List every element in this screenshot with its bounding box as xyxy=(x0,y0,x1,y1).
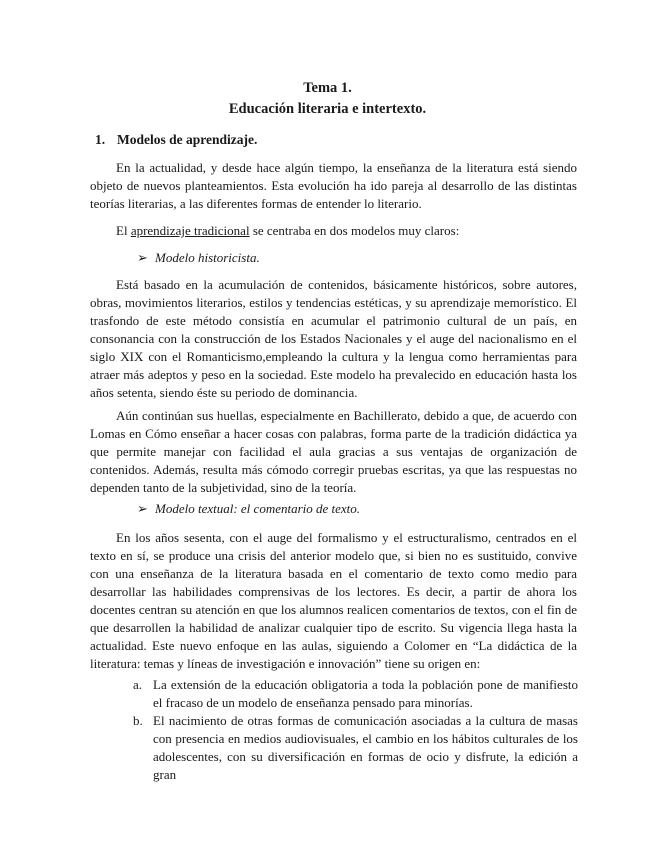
arrow-bullet-icon: ➢ xyxy=(137,250,148,265)
list-item-letter: a. xyxy=(133,677,143,692)
list-item xyxy=(133,712,578,784)
bullet2-text: Modelo textual: el comentario de texto. xyxy=(155,501,361,516)
paragraph-aprendizaje xyxy=(90,222,577,240)
paragraph-huellas: Aún continúan sus huellas, especialmente en Bachillerato, debido a que, de acuerdo con Lomas en Cómo enseñar a hacer cosas con palabras, forma parte de la tradición didáctica ya que permite manejar con facilidad el aula gracias a sus ventajas de organización de contenidos. Además, resulta más cómodo corregir pruebas escritas, ya que las respuestas no dependen tanto de la subjetividad, sino de la teoría. xyxy=(90,408,577,495)
list-item-letter: b. xyxy=(133,713,143,728)
list-item xyxy=(133,676,578,712)
list-item-text: El nacimiento de otras formas de comunicación asociadas a la cultura de masas con presencia en medios audiovisuales, el cambio en los hábitos culturales de los adolescentes, con su diversificación en formas de ocio y disfrute, la edición a gran xyxy=(153,713,578,782)
bullet-modelo-textual xyxy=(137,500,360,518)
section-heading xyxy=(95,131,257,149)
bullet1-text: Modelo historicista. xyxy=(155,250,260,265)
paragraph-anos-sesenta: En los años sesenta, con el auge del formalismo y el estructuralismo, centrados en el texto en sí, se produce una crisis del anterior modelo que, si bien no es sustituido, convive con una enseñanza de la literatura basada en el comentario de texto como medio para desarrollar las habilidades comprensivas de los lectores. Es decir, a partir de ahora los docentes centran su atención en que los alumnos realicen comentarios de textos, con el fin de que desarrollen la habilidad de analizar cualquier tipo de escrito. Su vigencia llega hasta la actualidad. Este nuevo enfoque en las aulas, siguiendo a Colomer en “La didáctica de la literatura: temas y líneas de investigación e innovación” tiene su origen en: xyxy=(90,530,577,671)
aprend-suffix: se centraba en dos modelos muy claros: xyxy=(249,223,460,238)
section-number: 1. xyxy=(95,132,106,147)
aprend-underlined: aprendizaje tradicional xyxy=(130,223,250,238)
doc-title-line2: Educación literaria e intertexto. xyxy=(228,101,427,117)
arrow-bullet-icon: ➢ xyxy=(137,501,148,516)
bullet-modelo-historicista xyxy=(137,249,260,267)
section-title: Modelos de aprendizaje. xyxy=(117,132,258,147)
aprend-prefix: El xyxy=(116,223,131,238)
list-item-text: La extensión de la educación obligatoria a toda la población pone de manifiesto el fracaso de un modelo de enseñanza pensado para minorías. xyxy=(153,677,578,710)
paragraph-historicista: Está basado en la acumulación de contenidos, básicamente históricos, sobre autores, obras, movimientos literarios, estilos y tendencias estéticas, y su aprendizaje memorístico. El trasfondo de este método consistía en acumular el patrimonio cultural de un país, en consonancia con la construcción de los Estados Nacionales y el auge del nacionalismo en el siglo XIX con el Romanticismo,empleando la cultura y la lengua como herramientas para atraer más adeptos y peso en la sociedad. Este modelo ha prevalecido en educación hasta los años setenta, siendo éste su periodo de dominancia. xyxy=(90,277,577,400)
doc-title-line1: Tema 1. xyxy=(303,80,352,96)
origins-list xyxy=(133,676,578,784)
paragraph-intro: En la actualidad, y desde hace algún tiempo, la enseñanza de la literatura está siendo objeto de nuevos planteamientos. Esta evolución ha ido pareja al desarrollo de las distintas teorías literarias, a las diferentes formas de entender lo literario. xyxy=(90,160,577,211)
